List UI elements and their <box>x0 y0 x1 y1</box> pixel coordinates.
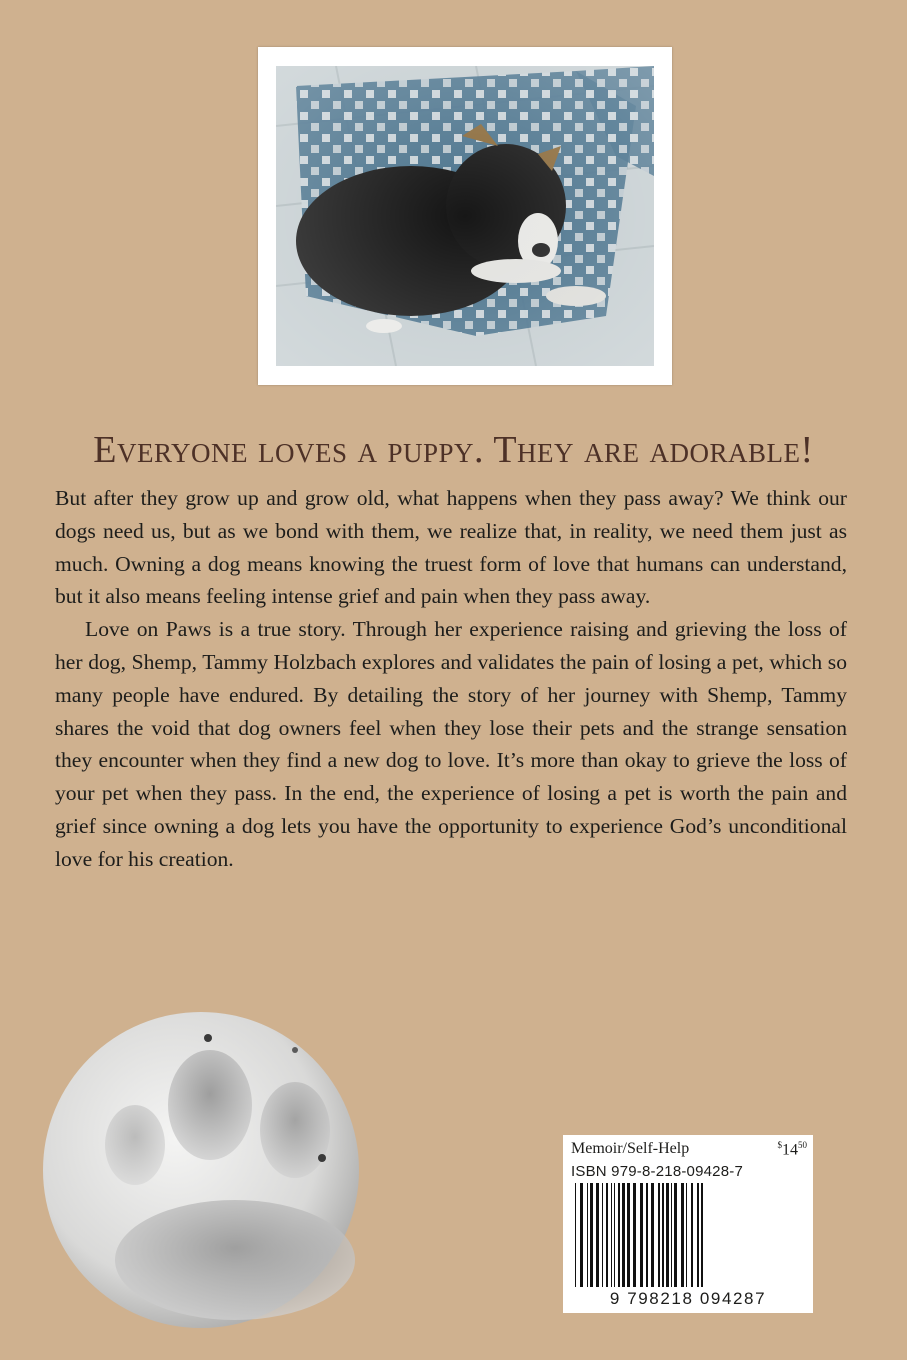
barcode-bar <box>671 1183 672 1287</box>
barcode-bar <box>691 1183 693 1287</box>
barcode-bar <box>681 1183 684 1287</box>
barcode-bar <box>701 1183 703 1287</box>
puppy-photo <box>276 66 654 366</box>
blurb-paragraph-2: Love on Paws is a true story. Through her experience raising and grieving the loss of her dog, Shemp, Tammy Holzbach explores and validates the pain of losing a pet, which so many people have endured. By detailing the story of her journey with Shemp, Tammy shares the void that dog owners feel when they lose their pets and the strange sensation they encounter when they find a new dog to love. It’s more than okay to grieve the loss of your pet when they pass. In the end, the experience of losing a pet is worth the pain and grief since owning a dog lets you have the opportunity to experience God’s unconditional love for his creation. <box>55 617 847 871</box>
barcode-bar <box>596 1183 599 1287</box>
barcode-bar <box>662 1183 664 1287</box>
barcode-bar <box>666 1183 669 1287</box>
barcode-bar <box>633 1183 636 1287</box>
genre-label: Memoir/Self-Help <box>571 1140 690 1157</box>
barcode-bar <box>686 1183 687 1287</box>
barcode-box <box>563 1135 813 1313</box>
barcode-bar <box>640 1183 643 1287</box>
barcode-bar <box>611 1183 612 1287</box>
blurb-paragraph-1: But after they grow up and grow old, what happens when they pass away? We think our dogs need us, but as we bond with them, we realize that, in reality, we need them just as much. Owning a dog means knowing the truest form of love that humans can understand, but it also means feeling intense grief and pain when they pass away. <box>55 486 847 609</box>
barcode-bar <box>627 1183 630 1287</box>
barcode-bar <box>618 1183 620 1287</box>
barcode-bar <box>622 1183 625 1287</box>
paw-print-image <box>40 1010 362 1330</box>
blurb <box>55 482 847 876</box>
barcode-bar <box>614 1183 615 1287</box>
barcode-digits: 9 798218 094287 <box>609 1289 767 1308</box>
barcode-bar <box>590 1183 593 1287</box>
barcode <box>571 1183 805 1291</box>
barcode-bar <box>646 1183 648 1287</box>
barcode-bar <box>580 1183 583 1287</box>
barcode-bar <box>602 1183 603 1287</box>
headline: Everyone loves a puppy. They are adorable! <box>93 429 814 471</box>
barcode-bar <box>606 1183 608 1287</box>
barcode-bar <box>697 1183 699 1287</box>
isbn-label: ISBN 979-8-218-09428-7 <box>571 1163 744 1180</box>
barcode-bar <box>587 1183 588 1287</box>
barcode-bar <box>651 1183 654 1287</box>
puppy-photo-frame <box>258 47 672 385</box>
price-label: $^{\$}14^{50}$ <box>777 1140 807 1159</box>
barcode-bar <box>674 1183 677 1287</box>
barcode-bar <box>658 1183 660 1287</box>
barcode-bar <box>575 1183 576 1287</box>
